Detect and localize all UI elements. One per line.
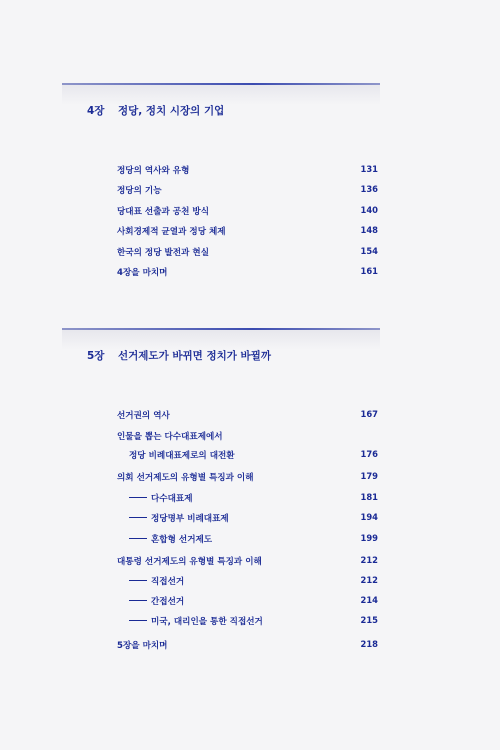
toc-entry[interactable] xyxy=(117,164,380,178)
toc-entry[interactable] xyxy=(117,639,380,653)
toc-entry-label: 선거권의 역사 xyxy=(117,411,170,421)
toc-entry[interactable] xyxy=(117,409,380,423)
toc-entry-label: 정당 비례대표제로의 대전환 xyxy=(129,451,235,461)
toc-entry-page: 136 xyxy=(360,184,378,194)
toc-entry[interactable] xyxy=(117,184,380,198)
toc-entry-page: 176 xyxy=(360,449,378,459)
toc-entry-label: 당대표 선출과 공천 방식 xyxy=(117,207,209,217)
toc-entry[interactable] xyxy=(117,430,380,444)
dash-marker xyxy=(129,580,147,581)
toc-entry-label xyxy=(129,575,184,587)
toc-entry-page: 161 xyxy=(360,266,378,276)
toc-entry-label xyxy=(129,595,184,607)
toc-entry-label: 정당의 기능 xyxy=(117,186,162,196)
toc-entry[interactable] xyxy=(117,246,380,260)
chapter-5-title xyxy=(87,348,271,363)
toc-entry-label: 5장을 마치며 xyxy=(117,641,168,651)
toc-entry-page: 167 xyxy=(360,409,378,419)
toc-entry-page: 179 xyxy=(360,471,378,481)
toc-entry[interactable] xyxy=(117,266,380,280)
chapter-5-header xyxy=(62,328,380,383)
toc-entry-page: 148 xyxy=(360,225,378,235)
toc-subentry[interactable] xyxy=(117,595,380,609)
toc-entry-page: 194 xyxy=(360,512,378,522)
chapter-number: 4장 xyxy=(87,105,105,117)
toc-subentry[interactable] xyxy=(117,533,380,547)
toc-entry[interactable] xyxy=(117,225,380,239)
toc-entry-page: 131 xyxy=(360,164,378,174)
toc-entry-page: 199 xyxy=(360,533,378,543)
dash-marker xyxy=(129,620,147,621)
toc-entry-label: 정당의 역사와 유형 xyxy=(117,166,190,176)
toc-entry-page: 215 xyxy=(360,615,378,625)
toc-subentry[interactable] xyxy=(117,512,380,526)
toc-entry-page: 218 xyxy=(360,639,378,649)
toc-entry-text: 간접선거 xyxy=(151,597,185,607)
toc-entry-page: 181 xyxy=(360,492,378,502)
toc-entry-label: 4장을 마치며 xyxy=(117,268,168,278)
toc-entry[interactable] xyxy=(117,471,380,485)
toc-entry-text: 정당명부 비례대표제 xyxy=(151,514,229,524)
toc-entry-label xyxy=(129,512,229,524)
chapter-title-text: 선거제도가 바뀌면 정치가 바뀔까 xyxy=(118,350,271,362)
toc-entry[interactable] xyxy=(117,449,380,463)
toc-subentry[interactable] xyxy=(117,575,380,589)
dash-marker xyxy=(129,517,147,518)
toc-entry-label xyxy=(129,615,263,627)
toc-entry-page: 212 xyxy=(360,555,378,565)
toc-entry-page: 214 xyxy=(360,595,378,605)
toc-entry[interactable] xyxy=(117,205,380,219)
chapter-4-section xyxy=(62,83,380,278)
chapter-5-section xyxy=(62,328,380,651)
toc-entry-label: 인물을 뽑는 다수대표제에서 xyxy=(117,432,223,442)
chapter-title-text: 정당, 정치 시장의 기업 xyxy=(118,105,225,117)
toc-entry-label: 대통령 선거제도의 유형별 특징과 이해 xyxy=(117,557,262,567)
dash-marker xyxy=(129,538,147,539)
toc-subentry[interactable] xyxy=(117,492,380,506)
toc-entry-page: 140 xyxy=(360,205,378,215)
chapter-4-title xyxy=(87,103,224,118)
toc-entry-text: 다수대표제 xyxy=(151,494,193,504)
chapter-4-header xyxy=(62,83,380,138)
toc-entry-label: 한국의 정당 발전과 현실 xyxy=(117,248,209,258)
toc-entry[interactable] xyxy=(117,555,380,569)
toc-subentry[interactable] xyxy=(117,615,380,629)
toc-entry-text: 혼합형 선거제도 xyxy=(151,535,213,545)
toc-entry-text: 직접선거 xyxy=(151,577,185,587)
dash-marker xyxy=(129,600,147,601)
dash-marker xyxy=(129,497,147,498)
chapter-number: 5장 xyxy=(87,350,105,362)
toc-entry-page: 212 xyxy=(360,575,378,585)
toc-entry-page: 154 xyxy=(360,246,378,256)
toc-entry-label: 사회경제적 균열과 정당 체제 xyxy=(117,227,226,237)
toc-entry-label xyxy=(129,533,212,545)
toc-entry-label: 의회 선거제도의 유형별 특징과 이해 xyxy=(117,473,254,483)
toc-entry-label xyxy=(129,492,193,504)
toc-entry-text: 미국, 대리인을 통한 직접선거 xyxy=(151,617,263,627)
